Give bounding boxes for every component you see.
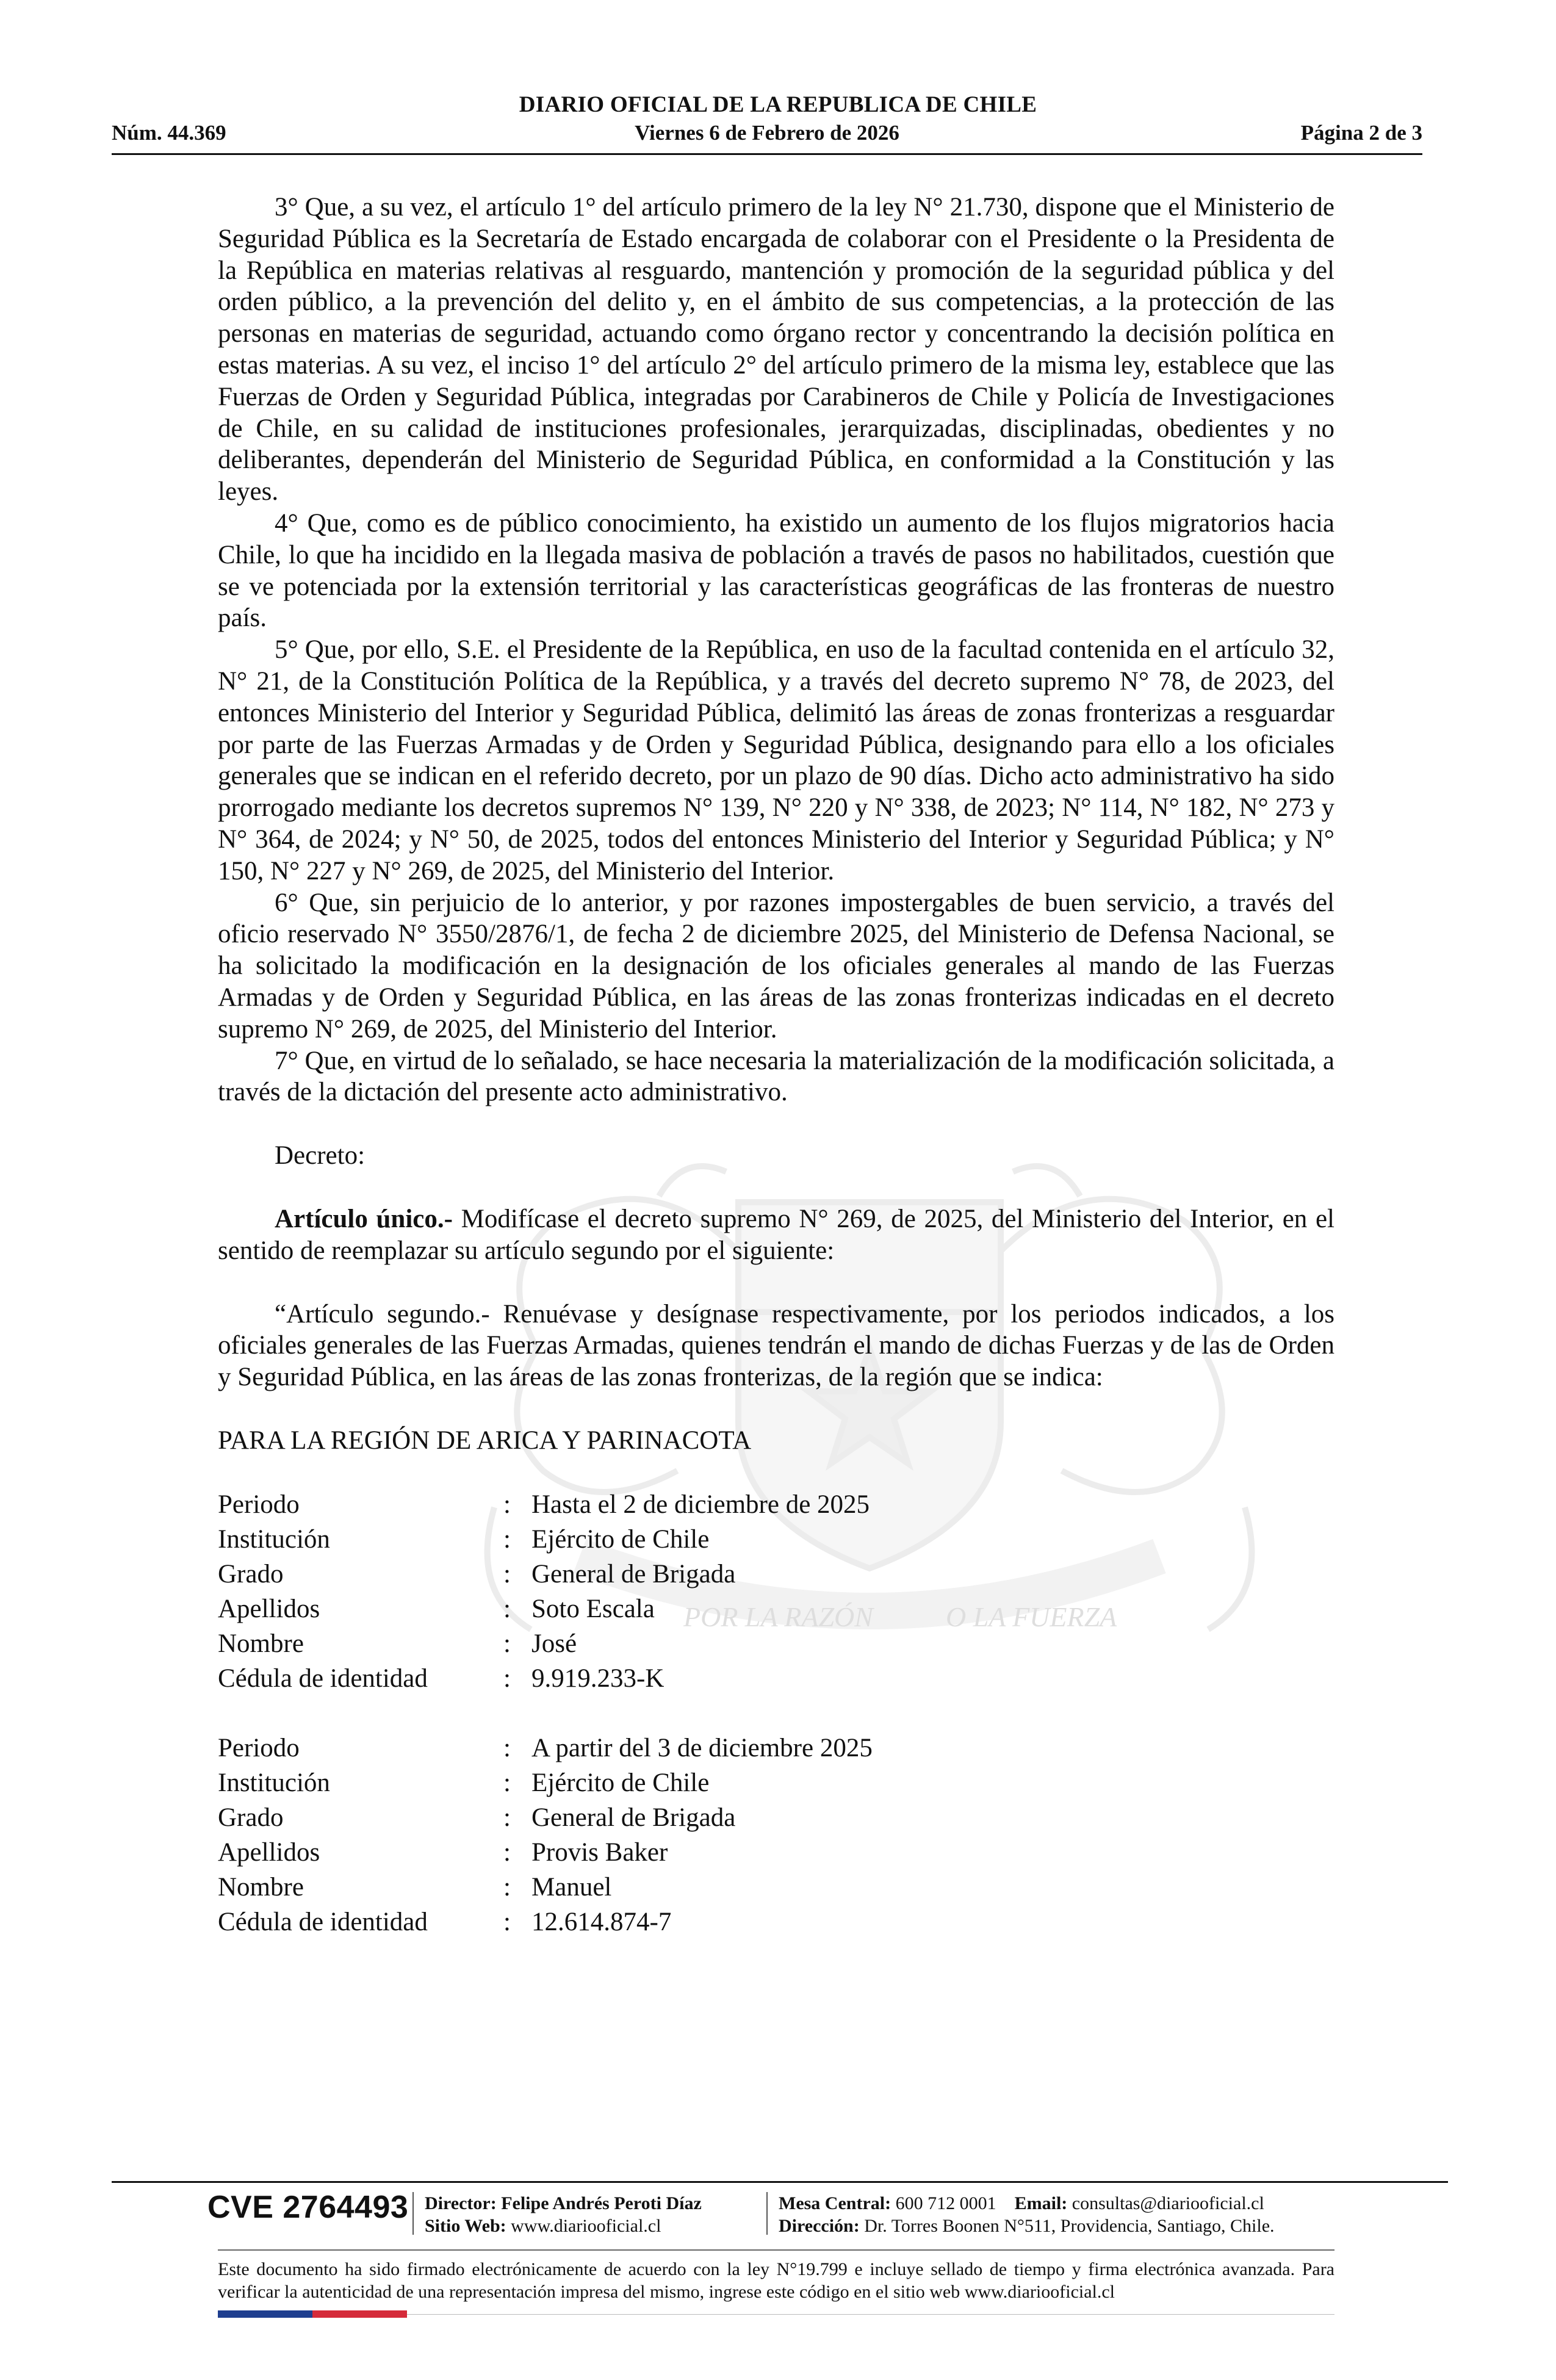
sole-article [218,1203,1334,1267]
flag-stripe-blue [218,2310,312,2318]
watermark-motto-right: O LA FUERZA [946,1601,1117,1632]
phone-label: Mesa Central: [779,2193,891,2213]
table-row: Nombre : José [218,1629,577,1658]
considerando-5: 5° Que, por ello, S.E. el Presidente de la República, en uso de la facultad contenida en el artículo 32, N° 21, de la Constitución Política de la República, y a través del decreto supremo N° 78, de 2023, del entonces Ministerio del Interior y Seguridad Pública, delimitó las áreas de zonas fronterizas a resguardar por parte de las Fuerzas Armadas y de Orden y Seguridad Pública, designando para ello a los oficiales generales que se indican en el referido decreto, por un plazo de 90 días. Dicho acto administrativo ha sido prorrogado mediante los decretos supremos N° 139, N° 220 y N° 338, de 2023; N° 114, N° 182, N° 273 y N° 364, de 2024; y N° 50, de 2025, todos del entonces Ministerio del Interior y Seguridad Pública; y N° 150, N° 227 y N° 269, de 2025, del Ministerio del Interior. [218,635,1334,885]
phone-value: 600 712 0001 [895,2193,996,2213]
footer-inner-divider [218,2249,1334,2251]
watermark-motto-left: POR LA RAZÓN [683,1601,873,1632]
assignment-table-1 [218,1487,1334,1696]
header-divider [112,153,1422,155]
header-row [112,121,1422,149]
article-title: Artículo único.- [275,1204,453,1233]
table-row: Grado : General de Brigada [218,1559,736,1588]
region-heading: PARA LA REGIÓN DE ARICA Y PARINACOTA [218,1426,752,1455]
director-name: Felipe Andrés Peroti Díaz [501,2193,702,2213]
site-label: Sitio Web: [425,2216,506,2236]
table-row: Institución : Ejército de Chile [218,1768,710,1797]
director-label: Director: [425,2193,497,2213]
table-row: Grado : General de Brigada [218,1803,736,1832]
considerando-7: 7° Que, en virtud de lo señalado, se hace necesaria la materialización de la modificación solicitada, a través de la dictación del presente acto administrativo. [218,1046,1334,1107]
decree-label: Decreto: [275,1141,366,1170]
assignment-table-2 [218,1731,1334,1939]
table-row: Cédula de identidad : 12.614.874-7 [218,1907,672,1936]
footer-divider [112,2181,1448,2183]
article-two-quote: “Artículo segundo.- Renuévase y desígnase respectivamente, por los periodos indicados, a los oficiales generales de las Fuerzas Armadas, quienes tendrán el mando de dichas Fuerzas y de las de Orden y Seguridad Pública, en las áreas de las zonas fronterizas, de la región que se indica: [218,1299,1334,1392]
table-row: Apellidos : Soto Escala [218,1594,655,1623]
table-row: Apellidos : Provis Baker [218,1837,668,1867]
decree-body [218,192,1334,1939]
electronic-signature-note: Este documento ha sido firmado electrónicamente de acuerdo con la ley N°19.799 e incluye sellado de tiempo y firma electrónica avanzada. Para verificar la autenticidad de una representación impresa del mismo, ingrese este código en el sitio web www.diariooficial.cl [218,2259,1334,2302]
footer-contact-block [779,2192,1275,2237]
site-link[interactable]: www.diariooficial.cl [511,2216,661,2236]
newspaper-title: DIARIO OFICIAL DE LA REPUBLICA DE CHILE [519,92,1037,117]
table-row: Periodo : A partir del 3 de diciembre 2025 [218,1733,873,1762]
considerando-3: 3° Que, a su vez, el artículo 1° del artículo primero de la ley N° 21.730, dispone que el Ministerio de Seguridad Pública es la Secretaría de Estado encargada de colaborar con el Presidente o la Presidenta de la República en materias relativas al resguardo, mantención y promoción de la seguridad pública y del orden público, a la prevención del delito y, en el ámbito de sus competencias, a la protección de las personas en materias de seguridad, actuando como órgano rector y concentrando la decisión política en estas materias. A su vez, el inciso 1° del artículo 2° del artículo primero de la misma ley, establece que las Fuerzas de Orden y Seguridad Pública, integradas por Carabineros de Chile y Policía de Investigaciones de Chile, en su calidad de instituciones profesionales, jerarquizadas, disciplinadas, obedientes y no deliberantes, dependerán del Ministerio de Seguridad Pública, en conformidad a la Constitución y las leyes. [218,193,1334,507]
table-row: Periodo : Hasta el 2 de diciembre de 2025 [218,1490,870,1519]
considerando-6: 6° Que, sin perjuicio de lo anterior, y por razones impostergables de buen servicio, a través del oficio reservado N° 3550/2876/1, de fecha 2 de diciembre 2025, del Ministerio de Defensa Nacional, se ha solicitado la modificación en la designación de los oficiales generales al mando de las Fuerzas Armadas y de Orden y Seguridad Pública, en las áreas de las zonas fronterizas indicadas en el decreto supremo N° 269, de 2025, del Ministerio del Interior. [218,888,1334,1044]
email-label: Email: [1014,2193,1068,2213]
issue-number: Núm. 44.369 [112,121,226,145]
footer-director-block [425,2192,702,2237]
email-link[interactable]: consultas@diariooficial.cl [1072,2193,1264,2213]
footer-separator [766,2192,768,2235]
page-number: Página 2 de 3 [1300,121,1422,145]
address-value: Dr. Torres Boonen N°511, Providencia, Santiago, Chile. [864,2216,1275,2236]
cve-code: CVE 2764493 [207,2190,409,2225]
issue-date: Viernes 6 de Febrero de 2026 [635,121,899,145]
footer-separator [412,2192,414,2235]
address-label: Dirección: [779,2216,860,2236]
article-text: Modifícase el decreto supremo N° 269, de 2025, del Ministerio del Interior, en el sentido de reemplazar su artículo segundo por el siguiente: [218,1204,1334,1265]
table-row: Cédula de identidad : 9.919.233-K [218,1664,665,1693]
considerando-4: 4° Que, como es de público conocimiento, ha existido un aumento de los flujos migratorios hacia Chile, lo que ha incidido en la llegada masiva de población a través de pasos no habilitados, cuestión que se ve potenciada por la extensión territorial y las características geográficas de las fronteras de nuestro país. [218,508,1334,633]
table-row: Institución : Ejército de Chile [218,1524,710,1554]
table-row: Nombre : Manuel [218,1872,612,1902]
flag-stripe-red [312,2310,407,2318]
